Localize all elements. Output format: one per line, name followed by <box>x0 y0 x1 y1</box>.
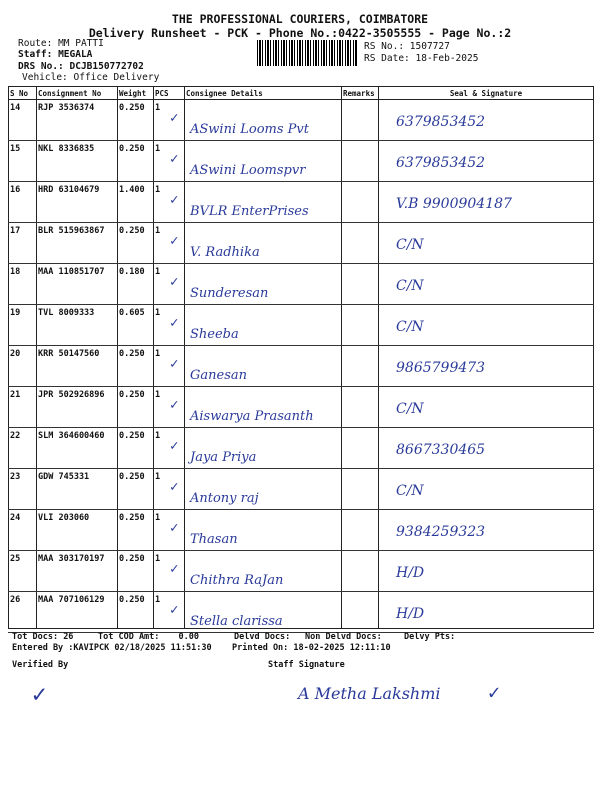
row-pcs: 1 <box>155 472 161 482</box>
row-consignee-handwriting: Sunderesan <box>190 286 269 301</box>
col-remarks: Remarks <box>341 87 378 100</box>
route-label: Route: <box>18 38 53 49</box>
row-sno: 23 <box>10 472 21 482</box>
row-remarks <box>341 223 378 264</box>
tot-docs-label: Tot Docs: <box>12 632 59 642</box>
row-weight: 0.250 <box>119 226 145 236</box>
row-sno: 22 <box>10 431 21 441</box>
vehicle-value: Office Delivery <box>73 72 160 83</box>
row-sno: 14 <box>10 103 21 113</box>
row-seal-signature-handwriting: 9865799473 <box>396 360 486 376</box>
verified-checkmark: ✓ <box>32 680 47 708</box>
delvy-pts-label: Delvy Pts: <box>404 632 456 642</box>
drs-line <box>18 61 144 72</box>
row-consignment-no: RJP 3536374 <box>38 103 95 113</box>
row-sno: 15 <box>10 144 21 154</box>
row-consignment-no: HRD 63104679 <box>38 185 100 195</box>
row-consignee-handwriting: ASwini Looms Pvt <box>190 122 309 137</box>
delvd-docs-label: Delvd Docs: <box>234 632 291 642</box>
delivered-checkmark: ✓ <box>170 397 179 413</box>
row-remarks <box>341 510 378 551</box>
col-pcs: PCS <box>153 87 184 100</box>
row-weight: 0.250 <box>119 144 145 154</box>
row-weight: 0.250 <box>119 472 145 482</box>
row-remarks <box>341 264 378 305</box>
delivered-checkmark: ✓ <box>170 561 179 577</box>
row-remarks <box>341 387 378 428</box>
table-header-row <box>8 87 594 100</box>
row-sno: 21 <box>10 390 21 400</box>
table-row <box>8 264 594 305</box>
row-pcs: 1 <box>155 431 161 441</box>
row-seal-signature-handwriting: V.B 9900904187 <box>396 196 512 212</box>
table-row <box>8 182 594 223</box>
row-weight: 1.400 <box>119 185 145 195</box>
drs-label: DRS No.: <box>18 61 64 72</box>
row-consignee-handwriting: Antony raj <box>190 491 259 506</box>
row-pcs: 1 <box>155 185 161 195</box>
row-sno: 18 <box>10 267 21 277</box>
row-consignment-no: KRR 50147560 <box>38 349 100 359</box>
row-consignment-no: MAA 707106129 <box>38 595 105 605</box>
row-seal-signature-handwriting: 6379853452 <box>396 114 486 130</box>
row-weight: 0.250 <box>119 349 145 359</box>
row-seal-signature-handwriting: 8667330465 <box>396 442 486 458</box>
staff-signature-label: Staff Signature <box>268 660 345 670</box>
row-seal-signature-handwriting: C/N <box>396 278 424 294</box>
table-row <box>8 592 594 633</box>
staff-signature-mark: ✓ <box>488 680 501 704</box>
table-row <box>8 469 594 510</box>
row-remarks <box>341 141 378 182</box>
row-remarks <box>341 100 378 141</box>
vehicle-label: Vehicle: <box>22 72 68 83</box>
row-seal-signature-handwriting: H/D <box>396 606 425 622</box>
row-consignee-handwriting: ASwini Loomspvr <box>190 163 306 178</box>
row-seal-signature-handwriting: C/N <box>396 237 424 253</box>
row-weight: 0.250 <box>119 390 145 400</box>
row-sno: 26 <box>10 595 21 605</box>
row-weight: 0.250 <box>119 103 145 113</box>
row-seal-signature-handwriting: C/N <box>396 319 424 335</box>
row-weight: 0.250 <box>119 595 145 605</box>
table-row <box>8 387 594 428</box>
delivered-checkmark: ✓ <box>170 274 179 290</box>
delivered-checkmark: ✓ <box>170 356 179 372</box>
row-pcs: 1 <box>155 349 161 359</box>
row-consignment-no: MAA 303170197 <box>38 554 105 564</box>
tot-docs-value: 26 <box>63 632 74 642</box>
delivered-checkmark: ✓ <box>170 110 179 126</box>
row-consignee-handwriting: V. Radhika <box>190 245 260 260</box>
col-sno: S No <box>8 87 36 100</box>
row-seal-signature-handwriting: C/N <box>396 483 424 499</box>
printed-on: Printed On: 18-02-2025 12:11:10 <box>232 643 391 653</box>
row-weight: 0.250 <box>119 513 145 523</box>
row-consignment-no: BLR 515963867 <box>38 226 105 236</box>
row-pcs: 1 <box>155 595 161 605</box>
row-seal-signature-handwriting: C/N <box>396 401 424 417</box>
company-title: THE PROFESSIONAL COURIERS, COIMBATORE <box>171 12 429 26</box>
col-consignee: Consignee Details <box>184 87 341 100</box>
row-sno: 19 <box>10 308 21 318</box>
delivered-checkmark: ✓ <box>170 520 179 536</box>
non-delvd-docs-label: Non Delvd Docs: <box>305 632 382 642</box>
staff-value: MEGALA <box>58 49 93 60</box>
row-remarks <box>341 551 378 592</box>
row-remarks <box>341 428 378 469</box>
row-consignment-no: MAA 110851707 <box>38 267 105 277</box>
row-weight: 0.250 <box>119 431 145 441</box>
row-remarks <box>341 305 378 346</box>
row-remarks <box>341 469 378 510</box>
staff-signature-handwriting: A Metha Lakshmi <box>298 684 441 703</box>
row-consignee-handwriting: Stella clarissa <box>190 614 283 629</box>
vehicle-line <box>22 72 159 83</box>
rs-date-label: RS Date: <box>364 53 410 64</box>
row-consignment-no: TVL 8009333 <box>38 308 95 318</box>
row-consignment-no: GDW 745331 <box>38 472 90 482</box>
rs-no-value: 1507727 <box>409 41 450 52</box>
row-pcs: 1 <box>155 308 161 318</box>
rs-no-line <box>364 41 450 52</box>
runsheet-subtitle: Delivery Runsheet - PCK - Phone No.:0422-3505555 - Page No.:2 <box>88 26 512 40</box>
row-consignment-no: NKL 8336835 <box>38 144 95 154</box>
row-seal-signature-handwriting: 6379853452 <box>396 155 486 171</box>
verified-by-label: Verified By <box>12 660 69 670</box>
row-consignee-handwriting: Sheeba <box>190 327 239 342</box>
row-remarks <box>341 592 378 633</box>
row-consignee-handwriting: Thasan <box>190 532 238 547</box>
table-row <box>8 100 594 141</box>
table-row <box>8 551 594 592</box>
delivered-checkmark: ✓ <box>170 192 179 208</box>
delivered-checkmark: ✓ <box>170 479 179 495</box>
footer-cod <box>98 632 199 642</box>
row-remarks <box>341 346 378 387</box>
row-pcs: 1 <box>155 554 161 564</box>
table-row <box>8 428 594 469</box>
row-weight: 0.180 <box>119 267 145 277</box>
runsheet-table <box>8 86 594 633</box>
row-pcs: 1 <box>155 103 161 113</box>
route-value: MM PATTI <box>58 38 104 49</box>
drs-value: DCJB150772702 <box>69 61 144 72</box>
delivered-checkmark: ✓ <box>170 438 179 454</box>
table-row <box>8 346 594 387</box>
staff-label: Staff: <box>18 49 53 60</box>
row-remarks <box>341 182 378 223</box>
rs-date-value: 18-Feb-2025 <box>415 53 479 64</box>
row-pcs: 1 <box>155 390 161 400</box>
row-sno: 25 <box>10 554 21 564</box>
row-seal-signature-handwriting: H/D <box>396 565 425 581</box>
row-weight: 0.605 <box>119 308 145 318</box>
rs-date-line <box>364 53 478 64</box>
delivered-checkmark: ✓ <box>170 602 179 618</box>
row-seal-signature-handwriting: 9384259323 <box>396 524 486 540</box>
table-row <box>8 305 594 346</box>
rs-no-label: RS No.: <box>364 41 405 52</box>
col-seal: Seal & Signature <box>378 87 594 100</box>
col-consignment: Consignment No <box>36 87 117 100</box>
delivered-checkmark: ✓ <box>170 315 179 331</box>
row-consignee-handwriting: Chithra RaJan <box>190 573 284 588</box>
row-consignment-no: JPR 502926896 <box>38 390 105 400</box>
row-weight: 0.250 <box>119 554 145 564</box>
col-weight: Weight <box>117 87 153 100</box>
route-line <box>18 38 104 49</box>
table-row <box>8 510 594 551</box>
row-sno: 24 <box>10 513 21 523</box>
row-consignment-no: VLI 203060 <box>38 513 90 523</box>
delivered-checkmark: ✓ <box>170 151 179 167</box>
table-row <box>8 223 594 264</box>
tot-cod-value: 0.00 <box>178 632 200 642</box>
row-consignment-no: SLM 364600460 <box>38 431 105 441</box>
row-consignee-handwriting: Jaya Priya <box>190 450 257 465</box>
row-sno: 16 <box>10 185 21 195</box>
row-consignee-handwriting: BVLR EnterPrises <box>190 204 309 219</box>
row-sno: 20 <box>10 349 21 359</box>
table-row <box>8 141 594 182</box>
row-pcs: 1 <box>155 144 161 154</box>
row-sno: 17 <box>10 226 21 236</box>
entered-by: Entered By :KAVIPCK 02/18/2025 11:51:30 <box>12 643 212 653</box>
row-consignee-handwriting: Aiswarya Prasanth <box>190 409 314 424</box>
row-pcs: 1 <box>155 513 161 523</box>
footer-totals <box>12 632 73 642</box>
row-consignee-handwriting: Ganesan <box>190 368 247 383</box>
barcode <box>257 40 357 66</box>
staff-line <box>18 49 92 60</box>
delivered-checkmark: ✓ <box>170 233 179 249</box>
tot-cod-label: Tot COD Amt: <box>98 632 160 642</box>
footer-divider <box>8 628 594 629</box>
row-pcs: 1 <box>155 226 161 236</box>
row-pcs: 1 <box>155 267 161 277</box>
